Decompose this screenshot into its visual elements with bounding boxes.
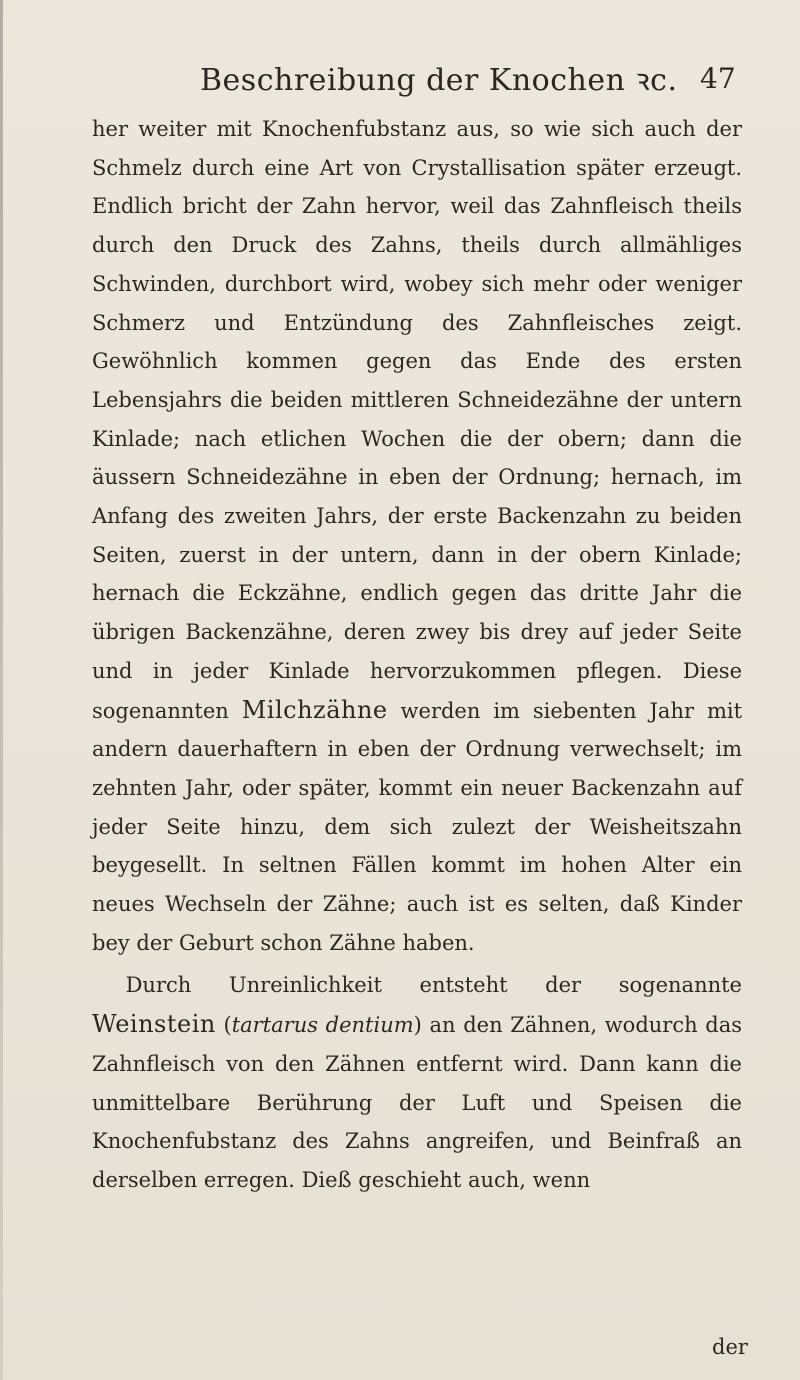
paragraph-2 xyxy=(92,966,742,1199)
catchword: der xyxy=(712,1335,748,1359)
term-milchzaehne: Milchzähne xyxy=(241,695,388,724)
text-segment: ) an den Zähnen, wodurch das Zahnfleisch von den Zähnen entfernt wird. Dann kann die unmittelbare Berührung der Luft und Speisen die Knochenfubstanz des Zahns angreifen, und Beinfraß an derselben erregen. Dieß geschieht auch, wenn xyxy=(92,1013,743,1192)
scan-edge-shadow xyxy=(0,0,3,1380)
text-segment: Durch Unreinlichkeit entsteht der sogenannte xyxy=(125,973,742,998)
paragraph-1 xyxy=(92,110,742,962)
latin-term: tartarus dentium xyxy=(231,1013,414,1038)
page-header xyxy=(0,58,800,98)
term-weinstein: Weinstein xyxy=(92,1010,216,1039)
text-segment: ( xyxy=(215,1013,232,1038)
body-text xyxy=(92,110,742,1200)
text-segment: werden im siebenten Jahr mit andern dauerhaftern in eben der Ordnung verwechselt; im zehnten Jahr, oder später, kommt ein neuer Backenzahn auf jeder Seite hinzu, dem sich zulezt der Weisheitszahn beygesellt. In seltnen Fällen kommt im hohen Alter ein neues Wechseln der Zähne; auch ist es selten, daß Kinder bey der Geburt schon Zähne haben. xyxy=(92,698,743,955)
text-segment: her weiter mit Knochenfubstanz aus, so wie sich auch der Schmelz durch eine Art von Crystallisation später erzeugt. Endlich bricht der Zahn hervor, weil das Zahnfleisch theils durch den Druck des Zahns, theils durch allmähliges Schwinden, durchbort wird, wobey sich mehr oder weniger Schmerz und Entzündung des Zahnfleisches zeigt. Gewöhnlich kommen gegen das Ende des ersten Lebensjahrs die beiden mittleren Schneidezähne der untern Kinlade; nach etlichen Wochen die der obern; dann die äussern Schneidezähne in eben der Ordnung; hernach, im Anfang des zweiten Jahrs, der erste Backenzahn zu beiden Seiten, zuerst in der untern, dann in der obern Kinlade; hernach die Eckzähne, endlich gegen das dritte Jahr die übrigen Backenzähne, deren zwey bis drey auf jeder Seite und in jeder Kinlade hervorzukommen pflegen. Diese sogenannten xyxy=(92,117,742,723)
page-number: 47 xyxy=(700,62,736,95)
running-head: Beschreibung der Knochen ꝛc. xyxy=(200,63,678,98)
